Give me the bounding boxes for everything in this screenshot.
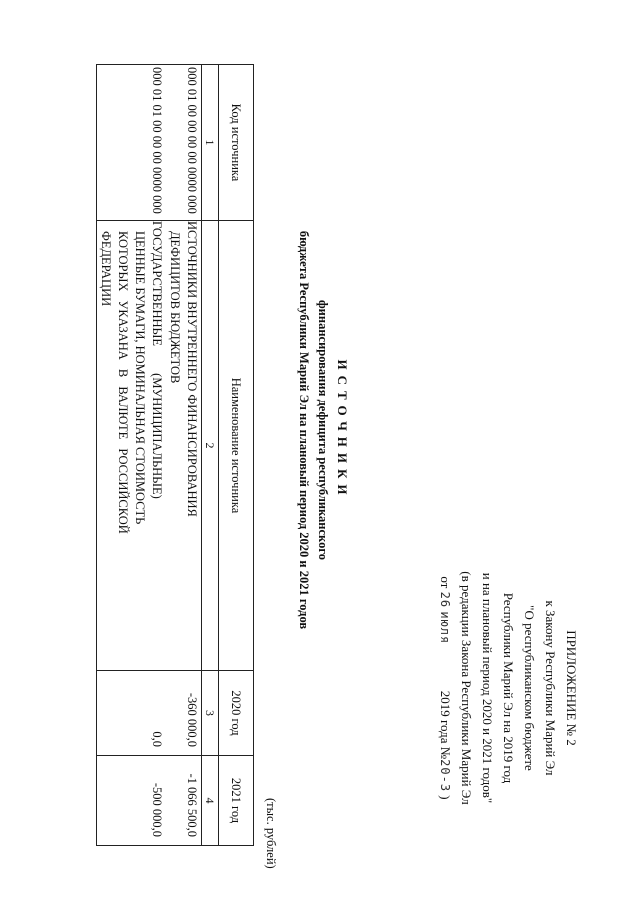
document-heading — [294, 150, 352, 710]
document-title: ИСТОЧНИКИ — [335, 359, 350, 501]
header-2021: 2021 год — [219, 756, 254, 846]
law-number: 20-З — [438, 759, 452, 793]
value-2021: -500 000,0 — [97, 756, 167, 846]
source-code: 000 01 01 00 00 00 0000 000 — [97, 65, 167, 221]
table-row — [166, 65, 202, 846]
source-name — [166, 221, 202, 671]
date-day: 26 — [438, 591, 452, 609]
date-suffix: ) — [438, 795, 453, 800]
column-number-4: 4 — [202, 756, 219, 846]
appendix-law-title-1: "О республиканском бюджете — [522, 605, 537, 771]
appendix-edition-note: (в редакции Закона Республики Марий Эл — [459, 571, 474, 805]
value-2021: -1 066 500,0 — [166, 756, 202, 846]
source-name — [97, 221, 167, 671]
units-label: (тыс. рублей) — [264, 798, 278, 869]
appendix-date-line — [434, 498, 456, 878]
source-name-line: ГОСУДАРСТВЕННЫЕ (МУНИЦИПАЛЬНЫЕ) — [150, 221, 164, 499]
appendix-law-title-2: Республики Марий Эл на 2019 год — [501, 592, 516, 784]
source-name-line: КОТОРЫХ УКАЗАНА В ВАЛЮТЕ РОССИЙСКОЙ — [116, 231, 130, 534]
date-month: июля — [438, 611, 452, 645]
source-name-line: ИСТОЧНИКИ ВНУТРЕННЕГО ФИНАНСИРОВАНИЯ — [185, 221, 199, 517]
source-name-line: ДЕФИЦИТОВ БЮДЖЕТОВ — [168, 231, 182, 384]
header-2020: 2020 год — [219, 671, 254, 756]
table-header-row — [219, 65, 254, 846]
date-prefix: от — [438, 576, 453, 589]
appendix-number: ПРИЛОЖЕНИЕ № 2 — [564, 630, 579, 746]
value-2020: -360 000,0 — [166, 671, 202, 756]
column-number-3: 3 — [202, 671, 219, 756]
date-year: 2019 года № — [438, 690, 453, 760]
source-name-line: ФЕДЕРАЦИИ — [99, 231, 113, 307]
column-number-1: 1 — [202, 65, 219, 221]
appendix-stamp — [434, 498, 582, 878]
column-number-row — [202, 65, 219, 846]
financing-sources-table — [96, 64, 254, 846]
header-source-code: Код источника — [219, 65, 254, 221]
value-2020: 0,0 — [97, 671, 167, 756]
appendix-law-title-3: и на плановый период 2020 и 2021 годов" — [480, 572, 495, 804]
column-number-2: 2 — [202, 221, 219, 671]
header-source-name: Наименование источника — [219, 221, 254, 671]
document-subtitle-line-2: бюджета Республики Марий Эл на плановый период 2020 и 2021 годов — [297, 230, 311, 630]
document-subtitle-line-1: финансирования дефицита республиканского — [316, 300, 330, 560]
source-code: 000 01 00 00 00 00 0000 000 — [166, 65, 202, 221]
table-row — [97, 65, 167, 846]
source-name-line: ЦЕННЫЕ БУМАГИ, НОМИНАЛЬНАЯ СТОИМОСТЬ — [133, 231, 147, 525]
appendix-law-reference: к Закону Республики Марий Эл — [543, 600, 558, 776]
